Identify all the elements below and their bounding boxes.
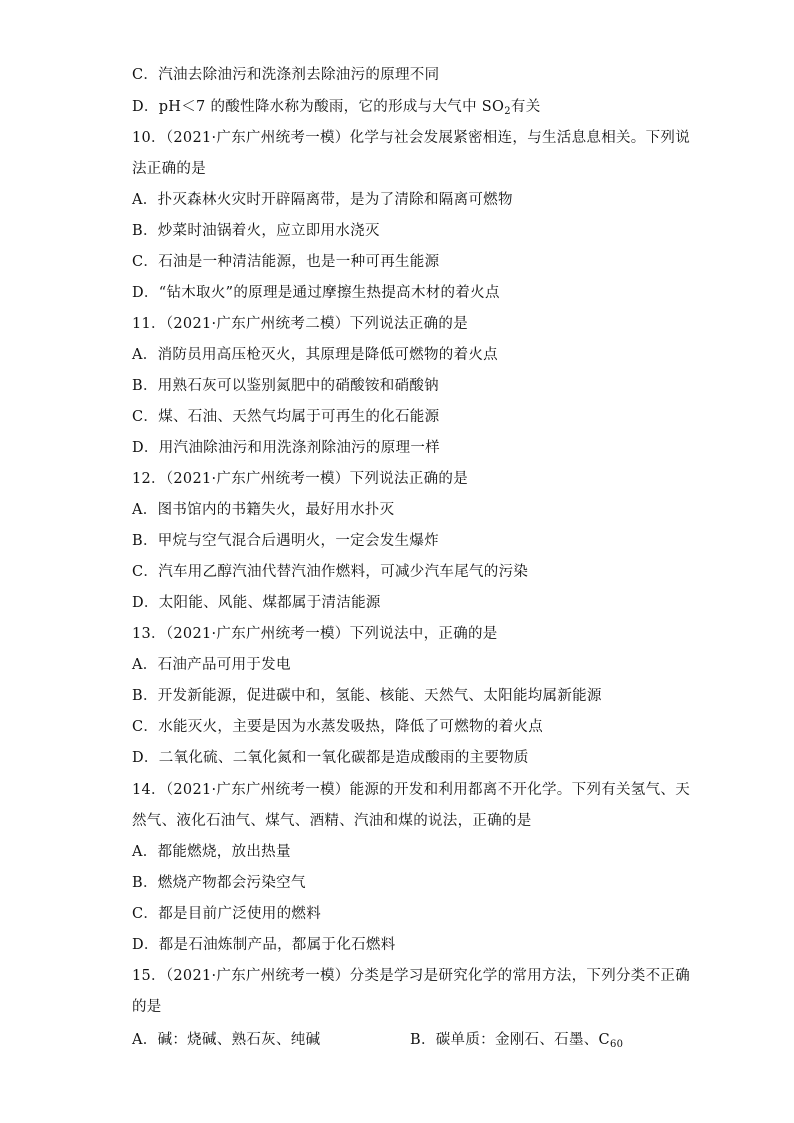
q11-option-a: A．消防员用高压枪灭火，其原理是降低可燃物的着火点 [132, 347, 498, 363]
c60-subscript: 60 [609, 1039, 624, 1050]
q10-option-a: A．扑灭森林火灾时开辟隔离带，是为了清除和隔离可燃物 [132, 192, 513, 208]
q12-option-a: A．图书馆内的书籍失火，最好用水扑灭 [132, 502, 395, 518]
q12-option-d: D．太阳能、风能、煤都属于清洁能源 [132, 595, 381, 611]
q14-stem-line2: 然气、液化石油气、煤气、酒精、汽油和煤的说法，正确的是 [132, 813, 532, 829]
q15-option-b [410, 1030, 623, 1055]
q14-option-b: B．燃烧产物都会污染空气 [132, 875, 306, 891]
q10-option-c: C．石油是一种清洁能源，也是一种可再生能源 [132, 254, 440, 270]
q12-option-c: C．汽车用乙醇汽油代替汽油作燃料，可减少汽车尾气的污染 [132, 564, 529, 580]
q11-option-c: C．煤、石油、天然气均属于可再生的化石能源 [132, 409, 440, 425]
q10-option-b: B．炒菜时油锅着火，应立即用水浇灭 [132, 223, 380, 239]
q13-option-c: C．水能灭火，主要是因为水蒸发吸热，降低了可燃物的着火点 [132, 719, 543, 735]
q12-stem: 12．（2021·广东广州统考一模）下列说法正确的是 [132, 471, 469, 487]
q9-option-c: C．汽油去除油污和洗涤剂去除油污的原理不同 [132, 67, 440, 83]
q15-stem-line2: 的是 [132, 999, 162, 1015]
q13-option-d: D．二氧化硫、二氧化氮和一氧化碳都是造成酸雨的主要物质 [132, 750, 529, 766]
q15-option-a: A．碱：烧碱、熟石灰、纯碱 [132, 1032, 321, 1048]
q13-option-b: B．开发新能源，促进碳中和，氢能、核能、天然气、太阳能均属新能源 [132, 688, 602, 704]
q14-option-c: C．都是目前广泛使用的燃料 [132, 906, 321, 922]
q13-option-a: A．石油产品可用于发电 [132, 657, 291, 673]
q12-option-b: B．甲烷与空气混合后遇明火，一定会发生爆炸 [132, 533, 439, 549]
q13-stem: 13．（2021·广东广州统考一模）下列说法中，正确的是 [132, 626, 498, 642]
q14-stem-line1: 14．（2021·广东广州统考一模）能源的开发和利用都离不开化学。下列有关氢气、天 [132, 782, 691, 798]
q11-option-b: B．用熟石灰可以鉴别氮肥中的硝酸铵和硝酸钠 [132, 378, 439, 394]
q9-option-d-tail: 有关 [510, 99, 541, 115]
q11-stem: 11．（2021·广东广州统考二模）下列说法正确的是 [132, 316, 469, 332]
q14-option-a: A．都能燃烧，放出热量 [132, 844, 291, 860]
q9-option-d [132, 97, 541, 122]
q15-option-b-text: B．碳单质：金刚石、石墨、C [410, 1032, 610, 1048]
q10-stem-line2: 法正确的是 [132, 161, 206, 177]
q9-option-d-text: D．pH＜7 的酸性降水称为酸雨，它的形成与大气中 SO [132, 99, 505, 115]
q14-option-d: D．都是石油炼制产品，都属于化石燃料 [132, 937, 396, 953]
q10-option-d: D．“钻木取火”的原理是通过摩擦生热提高木材的着火点 [132, 285, 500, 301]
so2-subscript: 2 [504, 106, 511, 117]
q10-stem-line1: 10．（2021·广东广州统考一模）化学与社会发展紧密相连，与生活息息相关。下列说 [132, 130, 691, 146]
q11-option-d: D．用汽油除油污和用洗涤剂除油污的原理一样 [132, 440, 440, 456]
q15-stem-line1: 15．（2021·广东广州统考一模）分类是学习是研究化学的常用方法，下列分类不正确 [132, 968, 691, 984]
